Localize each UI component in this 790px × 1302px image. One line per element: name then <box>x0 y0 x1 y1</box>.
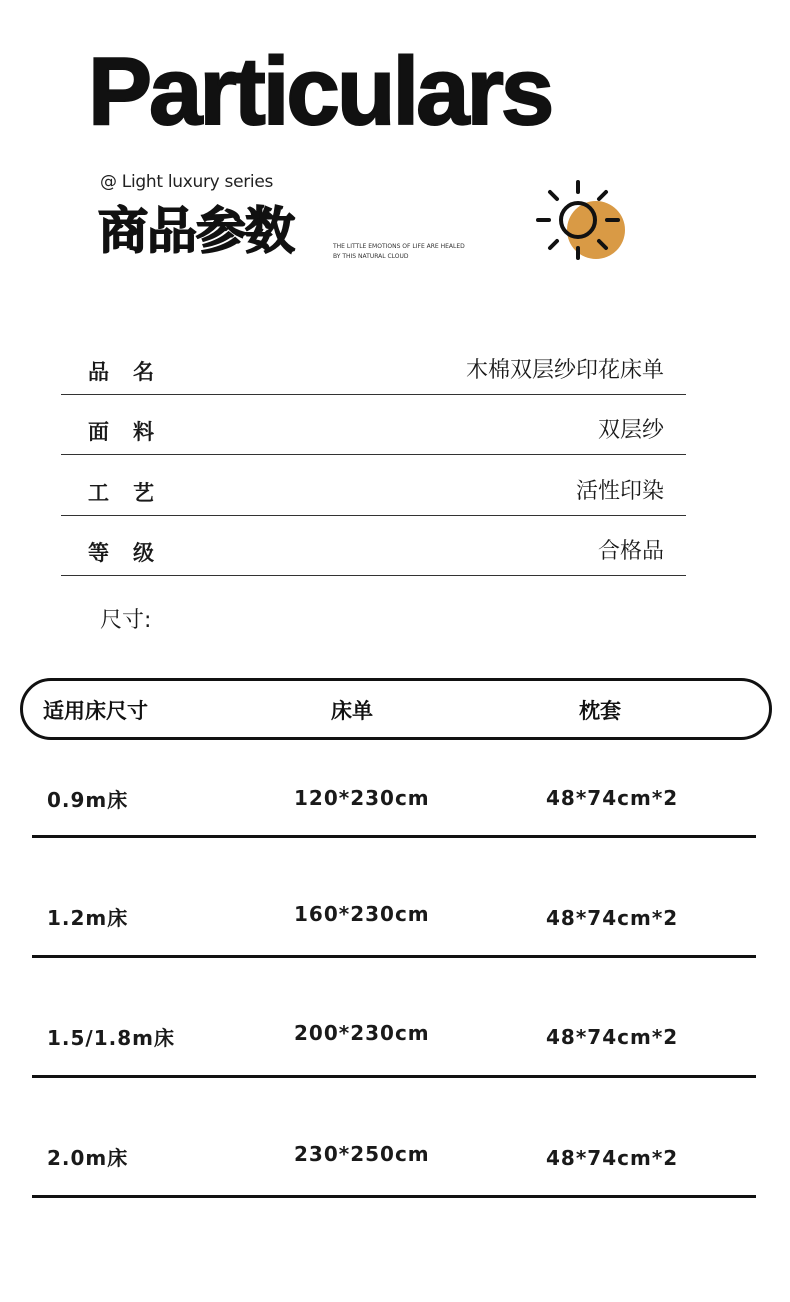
tagline-line-1: THE LITTLE EMOTIONS OF LIFE ARE HEALED <box>333 243 465 250</box>
sheet-size-cell: 160*230cm <box>294 902 430 926</box>
params-list <box>61 334 686 576</box>
pillow-size-cell: 48*74cm*2 <box>546 906 679 930</box>
header-sheet: 床单 <box>331 699 373 723</box>
tagline <box>333 242 493 262</box>
sun-icon <box>530 176 634 268</box>
pillow-size-cell: 48*74cm*2 <box>546 1146 679 1170</box>
param-value: 合格品 <box>597 539 664 564</box>
param-key: 品名 <box>88 359 178 384</box>
param-row-fabric <box>61 395 686 456</box>
pillow-size-cell: 48*74cm*2 <box>546 1025 679 1049</box>
bed-size-cell: 1.5/1.8m床 <box>47 1026 176 1050</box>
section-heading: 商品参数 <box>98 202 294 260</box>
param-row-name <box>61 334 686 395</box>
param-value: 活性印染 <box>575 478 664 504</box>
tagline-line-2: BY THIS NATURAL CLOUD <box>333 253 409 260</box>
bed-size-cell: 2.0m床 <box>47 1146 129 1170</box>
sheet-size-cell: 120*230cm <box>294 786 430 810</box>
bed-size-cell: 1.2m床 <box>47 906 129 930</box>
param-value: 木棉双层纱印花床单 <box>465 357 664 383</box>
param-key: 面料 <box>88 420 178 444</box>
bed-size-cell: 0.9m床 <box>47 788 129 812</box>
table-row <box>32 718 756 838</box>
table-row <box>32 1078 756 1198</box>
header-bed-size: 适用床尺寸 <box>43 699 148 723</box>
series-subtitle: @ Light luxury series <box>100 172 274 192</box>
param-row-grade <box>61 516 686 577</box>
param-row-craft <box>61 455 686 516</box>
table-row <box>32 838 756 958</box>
pillow-size-cell: 48*74cm*2 <box>546 786 679 810</box>
table-row <box>32 958 756 1078</box>
param-key: 工艺 <box>88 480 178 505</box>
size-label: 尺寸: <box>100 608 152 633</box>
param-value: 双层纱 <box>597 418 664 443</box>
sheet-size-cell: 200*230cm <box>294 1021 430 1045</box>
sheet-size-cell: 230*250cm <box>294 1142 430 1166</box>
param-key: 等级 <box>88 541 178 565</box>
page-title: Particulars <box>88 38 552 145</box>
header-pillowcase: 枕套 <box>579 699 621 723</box>
